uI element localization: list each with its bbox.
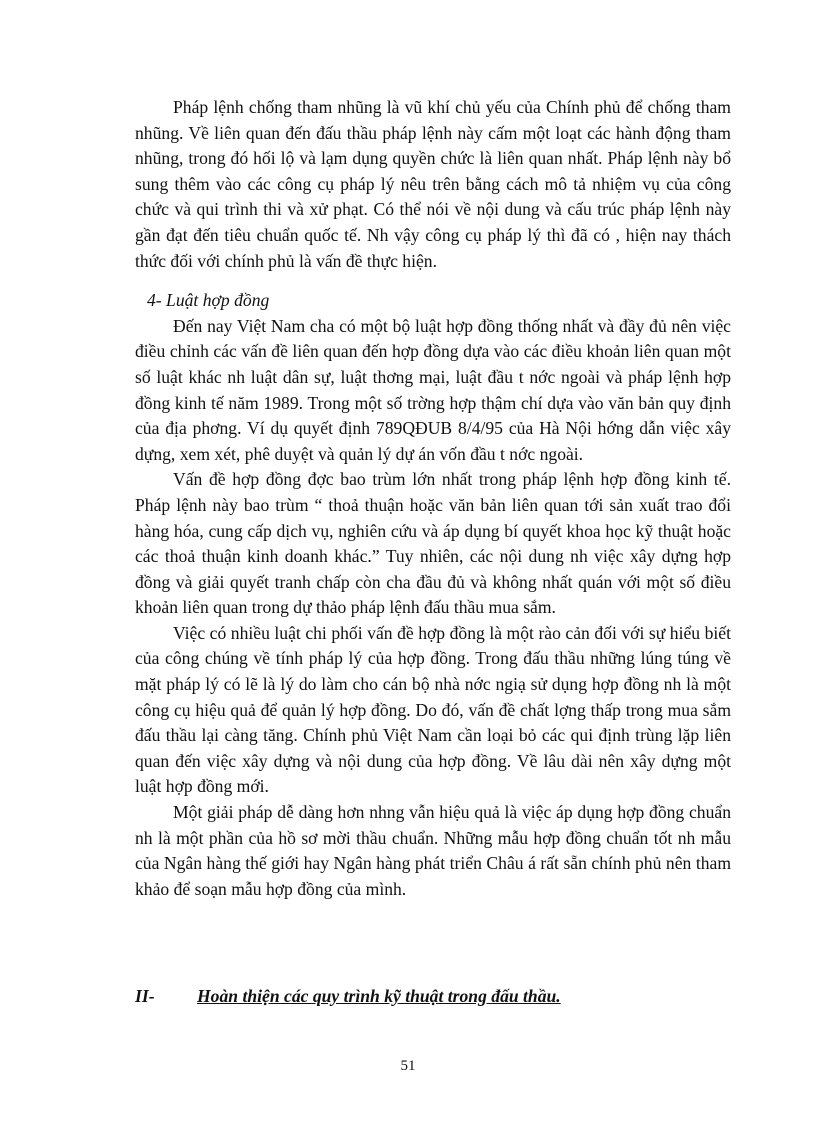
section-paragraph: Việc có nhiều luật chi phối vấn đề hợp đồng là một rào cản đối với sự hiểu biết của công chúng về tính pháp lý của hợp đồng. Trong đấu thầu những lúng túng về mặt pháp lý có lẽ là lý do làm cho cán bộ nhà nớc ngiạ sử dụng hợp đồng nh là một công cụ hiệu quả để quản lý hợp đồng. Do đó, vấn đề chất lợng thấp trong mua sắm đấu thầu lại càng tăng. Chính phủ Việt Nam cần loại bỏ các qui định trùng lặp liên quan đến việc xây dựng và nội dung của hợp đồng. Về lâu dài nên xây dựng một luật hợp đồng mới.: [135, 622, 731, 797]
chapter-title: Hoàn thiện các quy trình kỹ thuật trong đấu thầu.: [197, 986, 561, 1006]
body-text: [135, 95, 731, 902]
chapter-heading: [135, 986, 731, 1007]
section-paragraph: Đến nay Việt Nam cha có một bộ luật hợp đồng thống nhất và đầy đủ nên việc điều chỉnh các vấn đề liên quan đến hợp đồng dựa vào các điều khoản liên quan một số luật khác nh luật dân sự, luật thơng mại, luật đầu t nớc ngoài và pháp lệnh hợp đồng kinh tế năm 1989. Trong một số trờng hợp thậm chí dựa vào văn bản quy định của địa phơng. Ví dụ quyết định 789QĐUB 8/4/95 của Hà Nội hớng dẫn việc xây dựng, xem xét, phê duyệt và quản lý dự án vốn đầu t nớc ngoài.: [135, 315, 731, 464]
page-number: 51: [400, 1058, 416, 1074]
chapter-number: II-: [135, 986, 155, 1006]
intro-paragraph: Pháp lệnh chống tham nhũng là vũ khí chủ yếu của Chính phủ để chống tham nhũng. Về liên quan đến đấu thầu pháp lệnh này cấm một loạt các hành động tham nhũng, trong đó hối lộ và lạm dụng quyền chức là liên quan nhất. Pháp lệnh này bổ sung thêm vào các công cụ pháp lý nêu trên bằng cách mô tả nhiệm vụ của công chức và qui trình thi và xử phạt. Có thể nói về nội dung và cấu trúc pháp lệnh này gần đạt đến tiêu chuẩn quốc tế. Nh vậy công cụ pháp lý thì đã có , hiện nay thách thức đối với chính phủ là vấn đề thực hiện.: [135, 97, 731, 271]
section-paragraph: Một giải pháp dễ dàng hơn nhng vẫn hiệu quả là việc áp dụng hợp đồng chuẩn nh là một phần của hồ sơ mời thầu chuẩn. Những mẫu hợp đồng chuẩn tốt nh mẫu của Ngân hàng thế giới hay Ngân hàng phát triển Châu á rất sẵn chính phủ nên tham khảo để soạn mẫu hợp đồng của mình.: [135, 802, 731, 899]
section-paragraph: Vấn đề hợp đồng đợc bao trùm lớn nhất trong pháp lệnh hợp đồng kinh tế. Pháp lệnh này bao trùm “ thoả thuận hoặc văn bản liên quan tới sản xuất trao đổi hàng hóa, cung cấp dịch vụ, nghiên cứu và áp dụng bí quyết khoa học kỹ thuật hoặc các thoả thuận kinh doanh khác.” Tuy nhiên, các nội dung nh việc xây dựng hợp đồng và giải quyết tranh chấp còn cha đầu đủ và không nhất quán với một số điều khoản liên quan trong dự thảo pháp lệnh đấu thầu mua sắm.: [135, 469, 731, 618]
section-heading: 4- Luật hợp đồng: [147, 290, 270, 311]
